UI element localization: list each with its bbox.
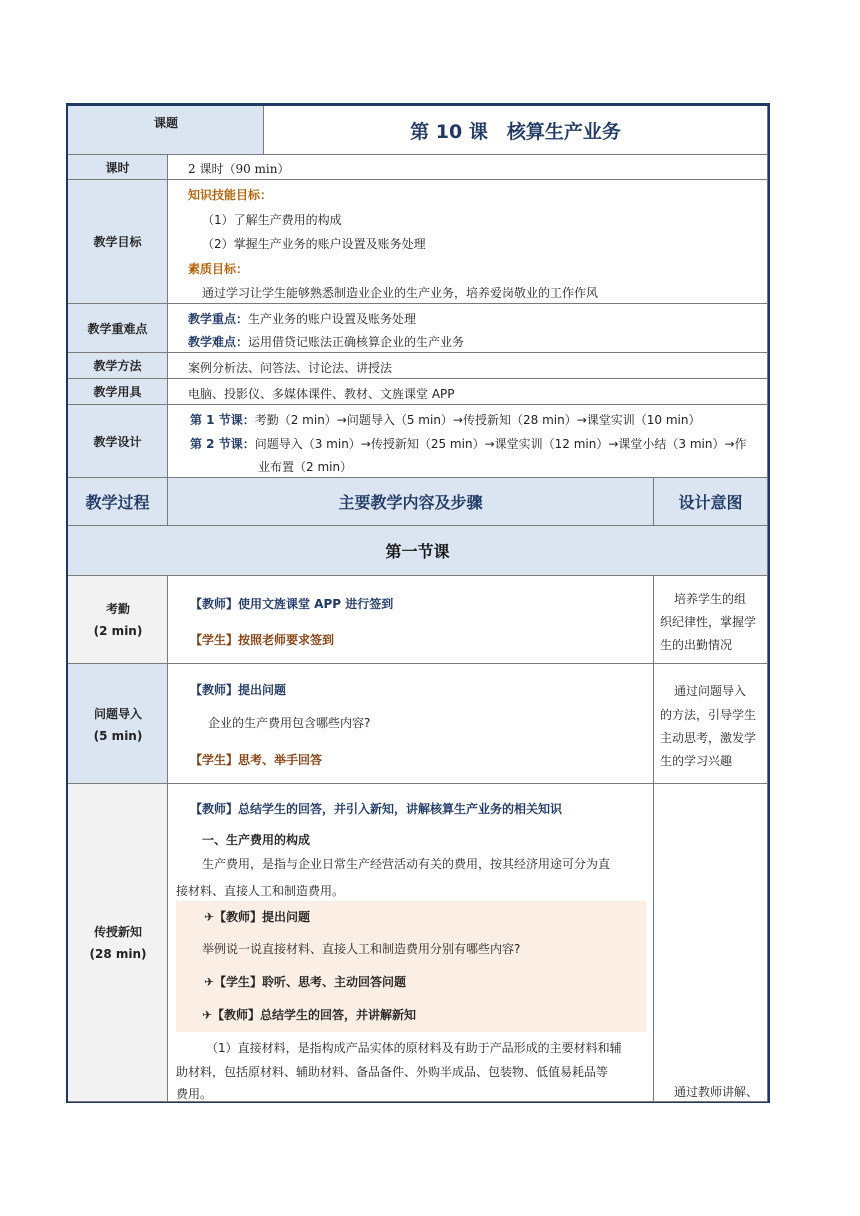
title-label: 课题 <box>153 116 178 130</box>
teach-para-2a: （1）直接材料，是指构成产品实体的原材料及有助于产品形成的主要材料和辅 <box>206 1041 622 1055</box>
attendance-intent-3: 生的出勤情况 <box>660 638 733 652</box>
focus-line <box>188 310 416 327</box>
teach-intent-1: 通过教师讲解、 <box>674 1085 759 1099</box>
box-question: 举例说一说直接材料、直接人工和制造费用分别有哪些内容? <box>202 942 521 956</box>
session-1-text: 考勤（2 min）→问题导入（5 min）→传授新知（28 min）→课堂实训（10 min） <box>254 413 701 427</box>
attendance-time: (2 min) <box>93 624 143 638</box>
intro-time: (5 min) <box>93 729 143 743</box>
intro-label-cell <box>68 664 168 784</box>
session-2-text: 问题导入（3 min）→传授新知（25 min）→课堂实训（12 min）→课堂小结（3 min）→作 <box>254 437 747 451</box>
teach-intent-cell <box>654 784 768 1102</box>
design-session-2 <box>190 435 747 452</box>
difficulty-line <box>188 333 464 350</box>
page-title: 第 10 课 核算生产业务 <box>410 120 621 143</box>
intro-student: 【学生】思考、举手回答 <box>190 753 323 767</box>
teach-para-1a: 生产费用，是指与企业日常生产经营活动有关的费用，按其经济用途可分为直 <box>202 857 611 871</box>
design-session-1 <box>190 411 700 428</box>
intro-teacher: 【教师】提出问题 <box>190 683 287 697</box>
box-teacher-summary: ✈【教师】总结学生的回答，并讲解新知 <box>202 1008 417 1022</box>
focus-label: 教学重点： <box>188 312 249 326</box>
goals-label: 教学目标 <box>93 235 142 249</box>
attendance-teacher: 【教师】使用文旌课堂 APP 进行签到 <box>190 597 394 611</box>
keypoints-value-cell <box>168 304 768 353</box>
intro-intent-3: 主动思考，激发学 <box>660 731 757 745</box>
intent-col-header <box>654 478 768 526</box>
teach-label-cell <box>68 784 168 1102</box>
methods-label-cell <box>68 353 168 379</box>
keypoints-label: 教学重难点 <box>87 321 148 336</box>
teach-para-1b: 接材料、直接人工和制造费用。 <box>176 884 345 898</box>
hours-label-cell <box>68 155 168 180</box>
intro-content-cell <box>168 664 654 784</box>
difficulty-label: 教学难点： <box>188 335 249 349</box>
teach-para-2c: 费用。 <box>176 1087 213 1101</box>
teach-time: (28 min) <box>89 947 147 961</box>
teach-activity-box <box>176 901 646 1032</box>
tools-label: 教学用具 <box>93 385 142 399</box>
attendance-intent-2: 织纪律性，掌握学 <box>660 615 757 629</box>
section-1-header <box>68 526 768 576</box>
intent-col-header-text: 设计意图 <box>678 493 743 512</box>
teach-content-cell <box>168 784 654 1102</box>
process-col-header <box>68 478 168 526</box>
tools-label-cell <box>68 379 168 405</box>
teach-heading: 一、生产费用的构成 <box>202 833 311 847</box>
design-label: 教学设计 <box>93 434 142 449</box>
design-value-cell <box>168 405 768 478</box>
intro-question: 企业的生产费用包含哪些内容? <box>208 716 371 730</box>
title-label-cell <box>68 106 264 155</box>
methods-value-cell <box>168 353 768 379</box>
focus-text: 生产业务的账户设置及账务处理 <box>248 312 417 326</box>
intro-label: 问题导入 <box>93 707 142 721</box>
attendance-student: 【学生】按照老师要求签到 <box>190 633 335 647</box>
attendance-content-cell <box>168 576 654 664</box>
knowledge-item-1: （1）了解生产费用的构成 <box>202 213 342 227</box>
teach-label: 传授新知 <box>93 925 142 939</box>
hours-value-cell <box>168 155 768 180</box>
hours-value: 2 课时（90 min） <box>188 162 290 176</box>
quality-heading: 素质目标： <box>188 262 249 276</box>
attendance-label-cell <box>68 576 168 664</box>
section-1-title: 第一节课 <box>385 542 450 561</box>
attendance-label: 考勤 <box>105 602 130 616</box>
quality-item-1: 通过学习让学生能够熟悉制造业企业的生产业务，培养爱岗敬业的工作作风 <box>202 286 599 300</box>
tools-value: 电脑、投影仪、多媒体课件、教材、文旌课堂 APP <box>188 387 455 401</box>
box-teacher-question: ✈【教师】提出问题 <box>204 910 311 924</box>
session-2-label: 第 2 节课： <box>190 437 255 451</box>
tools-value-cell <box>168 379 768 405</box>
content-col-header-text: 主要教学内容及步骤 <box>338 493 483 512</box>
attendance-intent-cell <box>654 576 768 664</box>
page-title-cell <box>264 106 768 155</box>
knowledge-heading: 知识技能目标： <box>188 188 273 202</box>
intro-intent-2: 的方法，引导学生 <box>660 708 757 722</box>
keypoints-label-cell <box>68 304 168 353</box>
hours-label: 课时 <box>105 160 130 175</box>
difficulty-text: 运用借贷记账法正确核算企业的生产业务 <box>248 335 465 349</box>
process-col-header-text: 教学过程 <box>85 493 150 512</box>
design-label-cell <box>68 405 168 478</box>
session-1-label: 第 1 节课： <box>190 413 255 427</box>
methods-value: 案例分析法、问答法、讨论法、讲授法 <box>188 361 393 375</box>
attendance-intent-1: 培养学生的组 <box>674 592 747 606</box>
methods-label: 教学方法 <box>93 359 142 373</box>
intro-intent-1: 通过问题导入 <box>674 684 747 698</box>
knowledge-item-2: （2）掌握生产业务的账户设置及账务处理 <box>202 237 426 251</box>
intro-intent-cell <box>654 664 768 784</box>
session-2-text-cont: 业布置（2 min） <box>258 460 353 474</box>
goals-value-cell <box>168 180 768 304</box>
teach-para-2b: 助材料，包括原材料、辅助材料、备品备件、外购半成品、包装物、低值易耗品等 <box>176 1065 609 1079</box>
content-col-header <box>168 478 654 526</box>
goals-label-cell <box>68 180 168 304</box>
box-student: ✈【学生】聆听、思考、主动回答问题 <box>204 975 407 989</box>
intro-intent-4: 生的学习兴趣 <box>660 754 733 768</box>
teach-teacher: 【教师】总结学生的回答，并引入新知，讲解核算生产业务的相关知识 <box>190 802 563 816</box>
